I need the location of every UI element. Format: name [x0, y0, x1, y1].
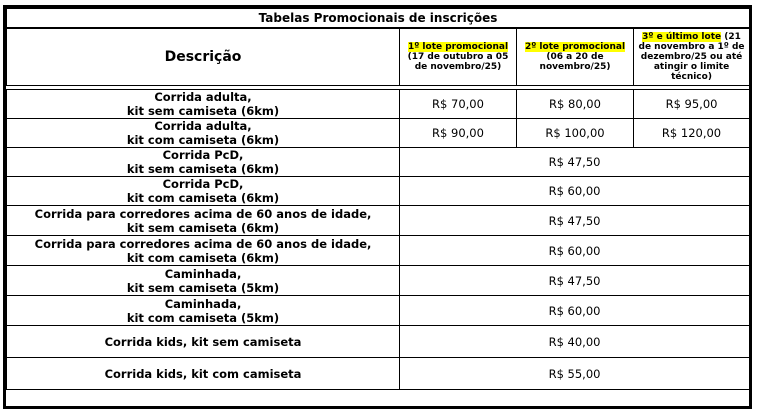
lot-3-header	[634, 28, 750, 86]
lot-2-header	[517, 28, 634, 86]
table-row	[7, 358, 750, 390]
desc-line-1: Corrida adulta,	[154, 119, 252, 133]
price-lot-2: R$ 80,00	[517, 90, 634, 119]
lot-3-name: 3º e último lote	[642, 32, 722, 42]
desc-line-1: Corrida PcD,	[162, 148, 244, 162]
price-all-lots: R$ 40,00	[400, 326, 750, 358]
row-description	[7, 236, 400, 266]
desc-line-1: Caminhada,	[164, 296, 242, 311]
desc-line-2: kit com camiseta (5km)	[126, 310, 280, 325]
desc-line-2: kit com camiseta (6km)	[126, 133, 280, 147]
row-description: Corrida kids, kit com camiseta	[7, 358, 400, 390]
price-all-lots: R$ 60,00	[400, 296, 750, 326]
table-row	[7, 266, 750, 296]
desc-line-2: kit sem camiseta (6km)	[126, 104, 280, 118]
desc-line-1: Corrida para corredores acima de 60 anos de idade,	[34, 236, 372, 251]
price-all-lots: R$ 47,50	[400, 206, 750, 236]
table-row	[7, 177, 750, 206]
description-header: Descrição	[7, 28, 400, 86]
table-row	[7, 119, 750, 148]
desc-line-1: Corrida PcD,	[162, 177, 244, 191]
desc-line-2: kit com camiseta (6km)	[126, 191, 280, 205]
table-row	[7, 326, 750, 358]
price-all-lots: R$ 60,00	[400, 177, 750, 206]
table-row	[7, 90, 750, 119]
table-row	[7, 206, 750, 236]
lot-2-name: 2º lote promocional	[524, 42, 626, 52]
row-description	[7, 148, 400, 177]
price-table-frame	[3, 5, 752, 409]
desc-line-2: kit sem camiseta (5km)	[126, 280, 280, 295]
desc-line-1: Corrida para corredores acima de 60 anos de idade,	[34, 206, 372, 221]
row-description	[7, 266, 400, 296]
table-row	[7, 296, 750, 326]
row-description: Corrida kids, kit sem camiseta	[7, 326, 400, 358]
price-all-lots: R$ 60,00	[400, 236, 750, 266]
desc-line-2: kit sem camiseta (6km)	[126, 162, 280, 176]
row-description	[7, 296, 400, 326]
price-all-lots: R$ 47,50	[400, 266, 750, 296]
row-description	[7, 90, 400, 119]
desc-line-1: Corrida adulta,	[154, 90, 252, 104]
price-all-lots: R$ 55,00	[400, 358, 750, 390]
desc-line-2: kit sem camiseta (6km)	[126, 220, 280, 235]
price-table	[6, 8, 750, 390]
price-all-lots: R$ 47,50	[400, 148, 750, 177]
lot-1-detail: (17 de outubro a 05 de novembro/25)	[407, 52, 509, 72]
price-lot-3: R$ 120,00	[634, 119, 750, 148]
row-description	[7, 177, 400, 206]
desc-line-2: kit com camiseta (6km)	[126, 250, 280, 265]
table-header-row	[7, 28, 750, 86]
price-lot-1: R$ 90,00	[400, 119, 517, 148]
price-lot-3: R$ 95,00	[634, 90, 750, 119]
desc-line-1: Caminhada,	[164, 266, 242, 281]
lot-1-name: 1º lote promocional	[407, 42, 509, 52]
lot-1-header	[400, 28, 517, 86]
table-title: Tabelas Promocionais de inscrições	[7, 9, 750, 29]
table-row	[7, 236, 750, 266]
lot-2-detail: (06 a 20 de novembro/25)	[539, 52, 611, 72]
table-title-row	[7, 9, 750, 29]
table-row	[7, 148, 750, 177]
row-description	[7, 206, 400, 236]
price-lot-2: R$ 100,00	[517, 119, 634, 148]
row-description	[7, 119, 400, 148]
price-lot-1: R$ 70,00	[400, 90, 517, 119]
lot-3-detail: (21 de novembro a 1º de dezembro/25 ou até atingir o limite técnico)	[638, 32, 745, 82]
